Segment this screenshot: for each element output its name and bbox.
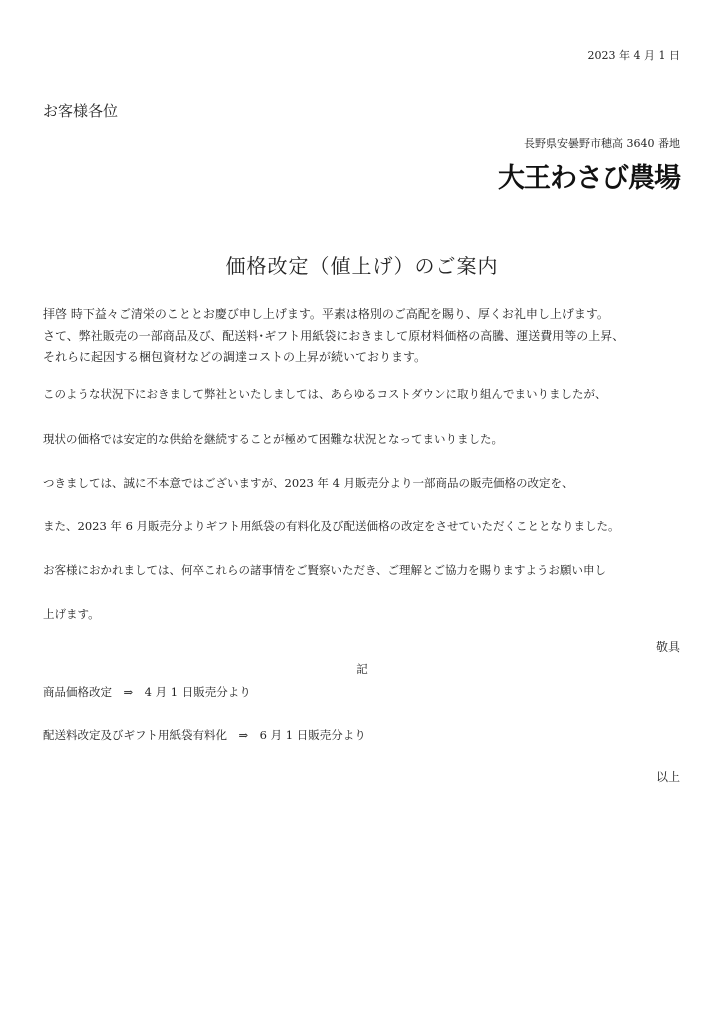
end-mark: 以上: [655, 770, 680, 784]
intro-line: さて、弊社販売の一部商品及び、配送料･ギフト用紙袋におきまして原材料価格の高騰、運送費用等の上昇、: [43, 328, 625, 343]
company-logo: 大王わさび農場: [498, 163, 680, 194]
closing-phrase: 敬具: [655, 640, 680, 654]
document-title: 価格改定（値上げ）のご案内: [225, 254, 499, 278]
notice-item: 配送料改定及びギフト用紙袋有料化 ⇒ 6 月 1 日販売分より: [43, 728, 366, 742]
sender-address: 長野県安曇野市穂高 3640 番地: [524, 137, 680, 150]
body-line: このような状況下におきまして弊社といたしましては、あらゆるコストダウンに取り組んでまいりましたが、: [43, 387, 607, 401]
body-line: また、2023 年 6 月販売分よりギフト用紙袋の有料化及び配送価格の改定をさせていただくこととなりました。: [43, 519, 620, 533]
body-line: つきましては、誠に不本意ではございますが、2023 年 4 月販売分より一部商品の販売価格の改定を、: [43, 476, 574, 490]
body-line: 現状の価格では安定的な供給を継続することが極めて困難な状況となってまいりました。: [43, 432, 503, 446]
notice-item: 商品価格改定 ⇒ 4 月 1 日販売分より: [43, 685, 251, 699]
body-line: お客様におかれましては、何卒これらの諸事情をご賢察いただき、ご理解とご協力を賜りますようお願い申し: [43, 563, 607, 577]
ki-heading: 記: [356, 662, 368, 676]
intro-line: 拝啓 時下益々ご清栄のこととお慶び申し上げます。平素は格別のご高配を賜り、厚くお礼申し上げます。: [43, 307, 609, 321]
body-line: 上げます。: [43, 607, 100, 621]
intro-paragraph: [43, 304, 624, 369]
document-date: 2023 年 4 月 1 日: [587, 49, 680, 62]
intro-line: それらに起因する梱包資材などの調達コストの上昇が続いております。: [43, 350, 427, 364]
addressee: お客様各位: [43, 102, 119, 120]
